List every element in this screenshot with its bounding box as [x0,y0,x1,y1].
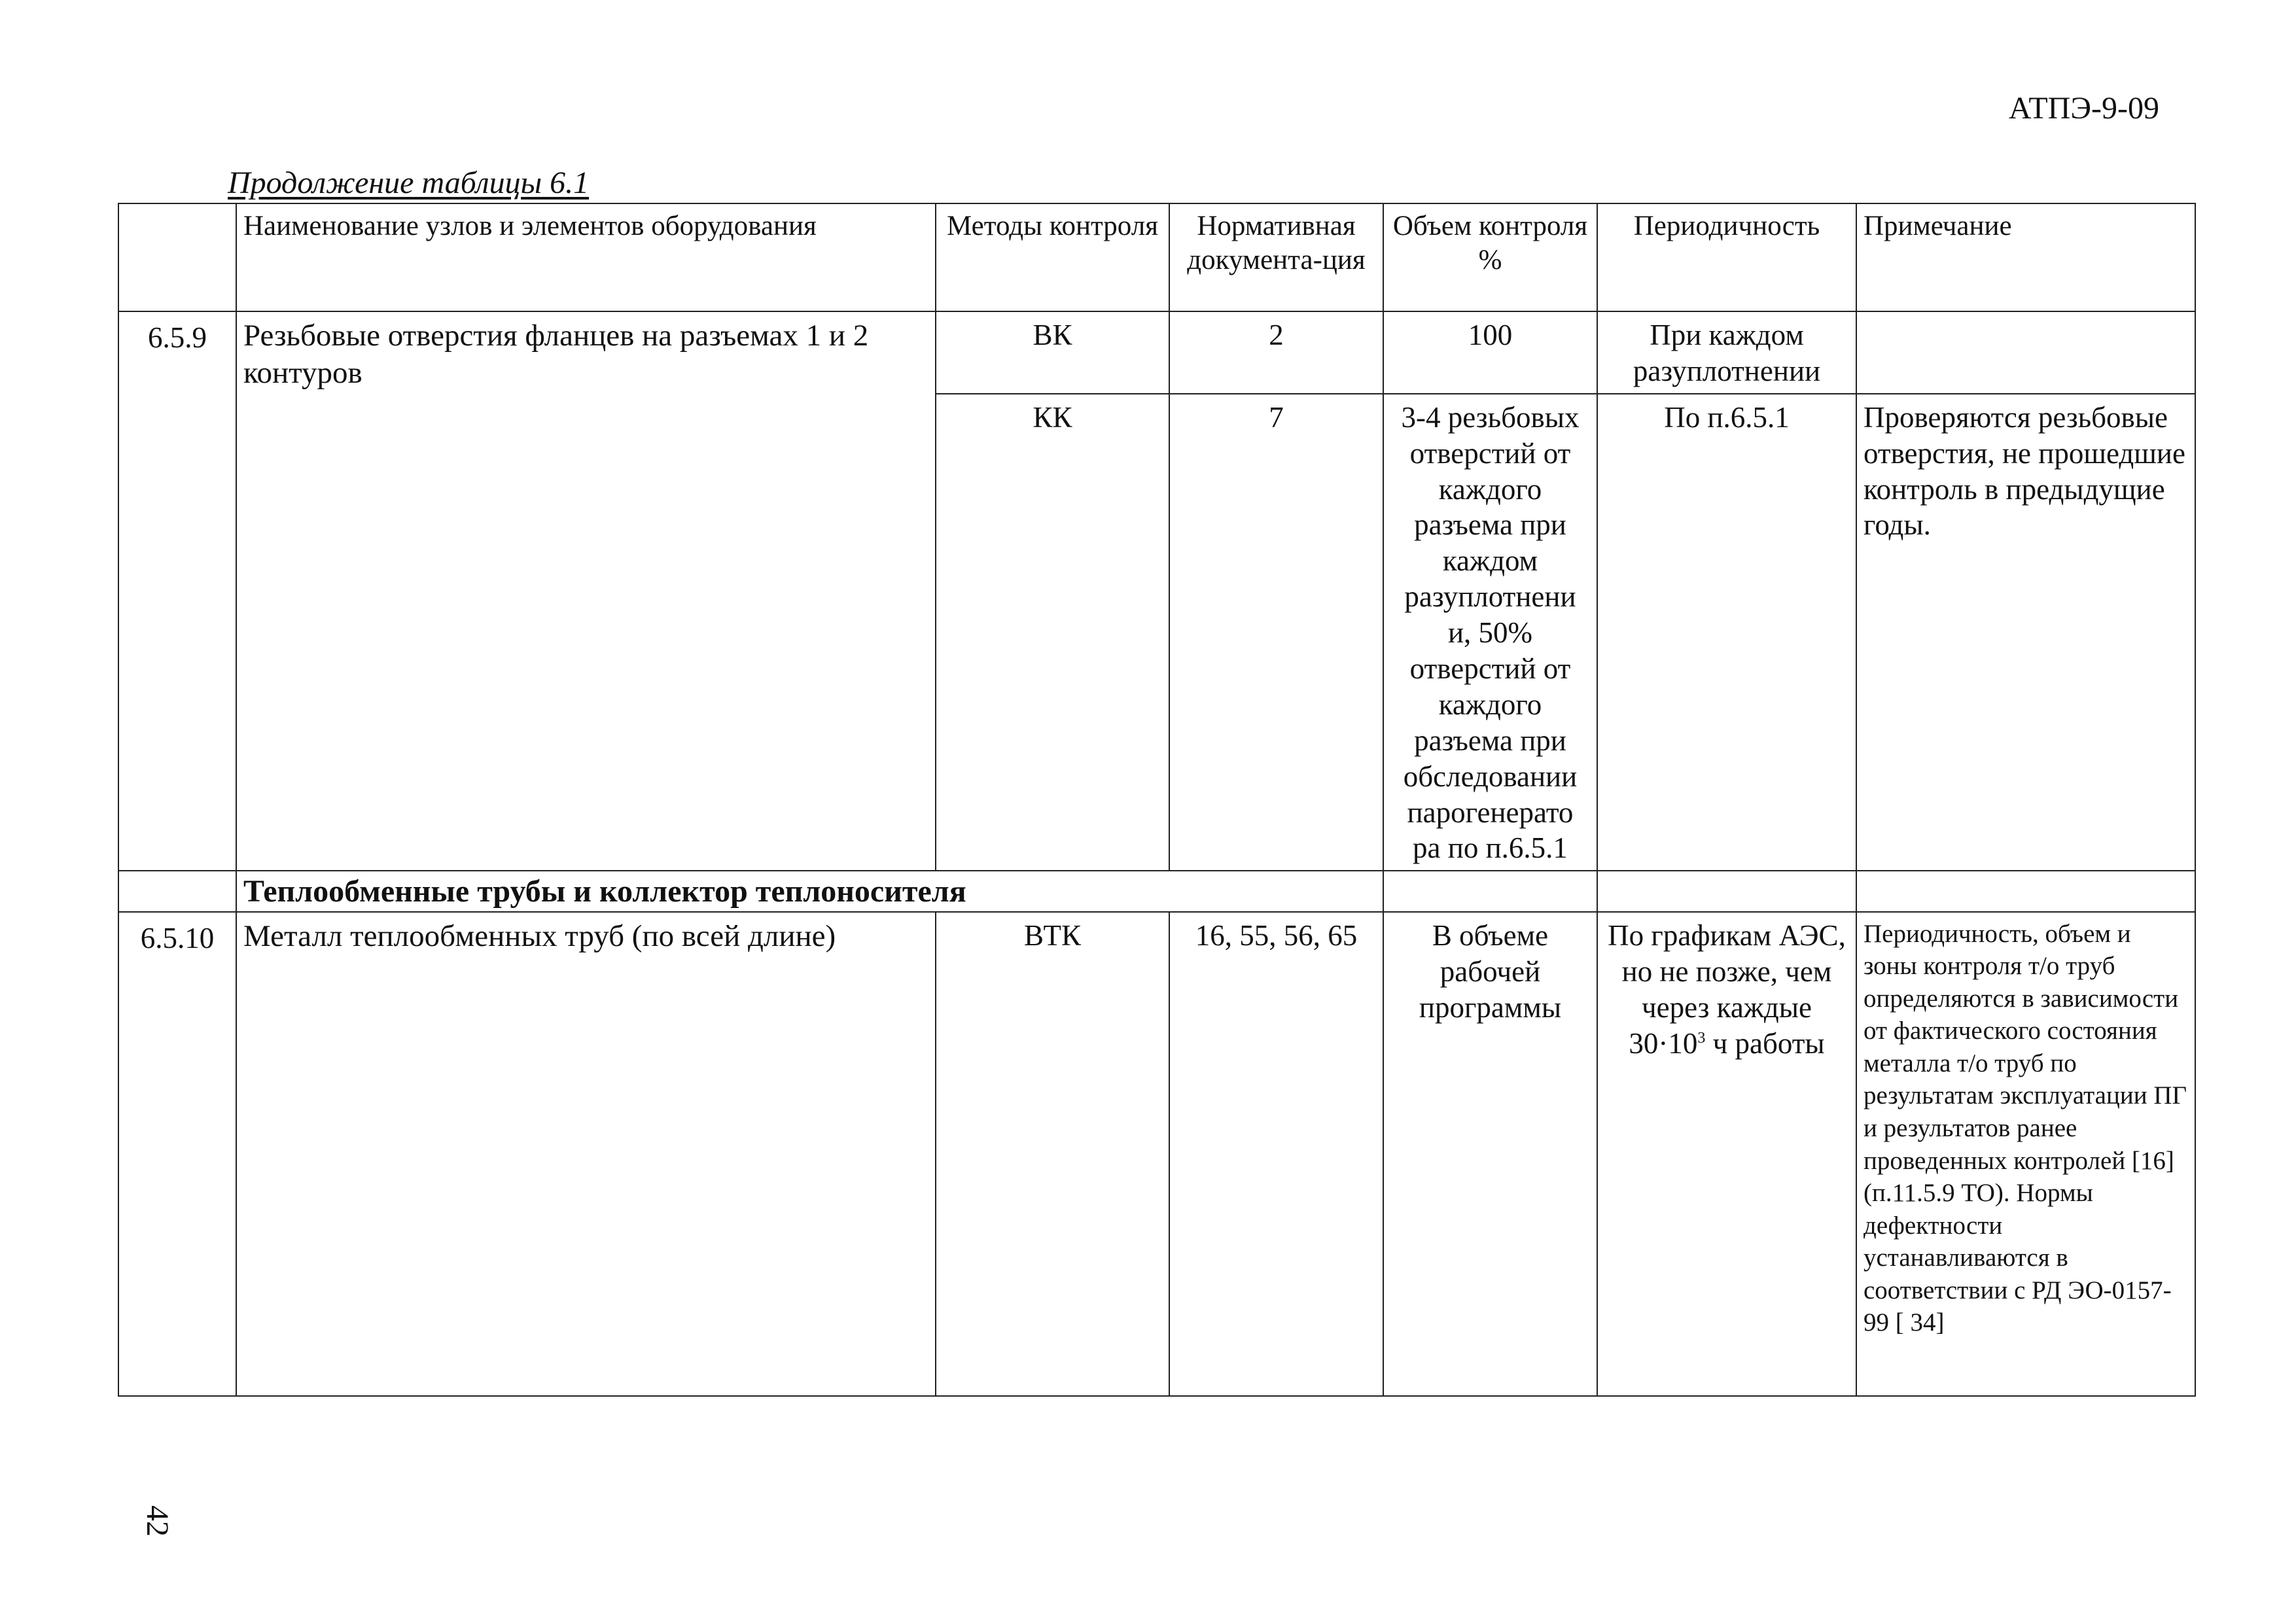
row-name-6-5-9: Резьбовые отверстия фланцев на разъемах 1 и 2 контуров [236,311,936,871]
row-periodicity-kk: По п.6.5.1 [1597,394,1856,871]
table-row [118,311,2195,394]
row-name-6-5-10: Металл теплообменных труб (по всей длине) [236,912,936,1396]
row-normative-vk: 2 [1169,311,1383,394]
document-code: АТПЭ-9-09 [2008,91,2159,126]
row-note-vtk: Периодичность, объем и зоны контроля т/о труб определяются в зависимости от фактического состояния металла т/о труб по результатам эксплуатации ПГ и результатов ранее проведенных контролей [16] (п.11.5.9 ТО). Нормы дефектности устанавливаются в соответствии с РД ЭО-0157-99 [ 34] [1856,912,2195,1396]
table-caption: Продолжение таблицы 6.1 [228,166,590,200]
header-name: Наименование узлов и элементов оборудования [236,203,936,311]
table-row [118,912,2195,1396]
header-volume-unit: % [1478,245,1502,276]
header-notes: Примечание [1856,203,2195,311]
periodicity-text: По графикам АЭС, но не позже, чем через каждые 30·10 [1608,918,1846,1060]
header-volume-label: Объем контроля [1392,211,1588,241]
row-volume-vtk: В объеме рабочей программы [1383,912,1597,1396]
control-table [118,203,2196,1397]
header-volume [1383,203,1597,311]
row-method-vk: ВК [936,311,1169,394]
periodicity-text-end: ч работы [1705,1026,1825,1060]
table-header-row [118,203,2195,311]
row-method-vtk: ВТК [936,912,1169,1396]
row-note-kk: Проверяются резьбовые отверстия, не прошедшие контроль в предыдущие годы. [1856,394,2195,871]
section-title: Теплообменные трубы и коллектор теплоносителя [236,871,1383,912]
section-row [118,871,2195,912]
row-periodicity-vtk [1597,912,1856,1396]
row-normative-kk: 7 [1169,394,1383,871]
header-periodicity: Периодичность [1597,203,1856,311]
header-normative: Нормативная документа-ция [1169,203,1383,311]
page-number: 42 [140,1505,175,1537]
periodicity-exponent: 3 [1697,1029,1706,1047]
row-normative-vtk: 16, 55, 56, 65 [1169,912,1383,1396]
row-method-kk: КК [936,394,1169,871]
row-number-6-5-9: 6.5.9 [118,311,236,871]
row-note-vk [1856,311,2195,394]
header-number [118,203,236,311]
row-volume-kk: 3-4 резьбовых отверстий от каждого разъема при каждом разуплотнени и, 50% отверстий от каждого разъема при обследовании парогенерато ра по п.6.5.1 [1383,394,1597,871]
row-number-6-5-10: 6.5.10 [118,912,236,1396]
row-volume-vk: 100 [1383,311,1597,394]
header-methods: Методы контроля [936,203,1169,311]
row-periodicity-vk: При каждом разуплотнении [1597,311,1856,394]
